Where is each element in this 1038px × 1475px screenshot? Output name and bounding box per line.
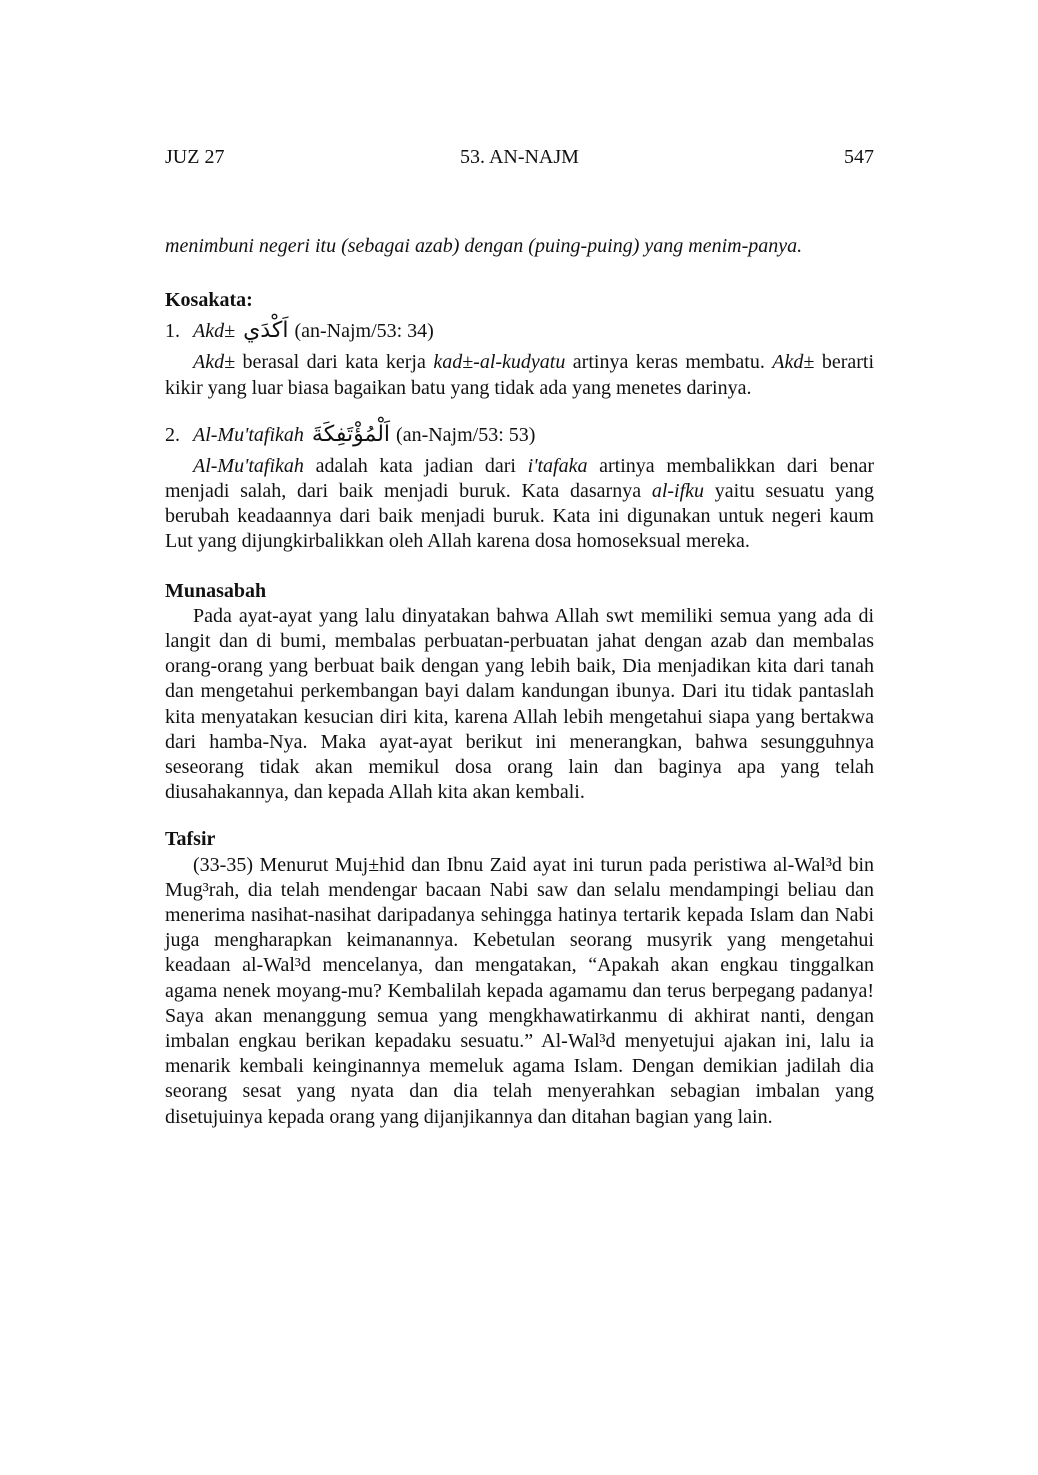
vocab-term: Akd± — [193, 320, 236, 343]
def-term: Akd± — [772, 351, 815, 374]
kosakata-heading: Kosakata: — [165, 289, 253, 312]
tafsir-paragraph: (33-35) Menurut Muj±hid dan Ibnu Zaid ayat ini turun pada peristiwa al-Wal³d bin Mug³rah, dia telah mendengar bacaan Nabi saw dan selalu mendampingi beliau dan menerima nasihat-nasihat daripadanya sehingga hatinya tertarik kepada Islam dan Nabi juga mengharapkan keimanannya. Kebetulan seorang musyrik yang mengetahui keadaan al-Wal³d mencelanya, dan mengatakan, “Apakah akan engkau tinggalkan agama nenek moyang-mu? Kembalilah kepada agamamu dan terus berpegang padanya! Saya akan menanggung semua yang mengkhawatirkanmu di akhirat nanti, dengan imbalan engkau berikan kepadaku sesuatu.” Al-Wal³d menyetujui ajakan ini, lalu ia menarik kembali keinginannya memeluk agama Islam. Dengan demikian jadilah dia seorang sesat yang nyata dan dia telah menyerahkan sebagian imbalan yang disetujuinya kepada orang yang dijanjikannya dan ditahan bagian yang lain. — [165, 853, 874, 1128]
vocab-item-number: 1. — [165, 320, 180, 343]
def-term: Akd± — [193, 351, 236, 374]
vocab-reference: (an-Najm/53: 53) — [396, 423, 536, 446]
vocab-item-2-definition — [165, 454, 874, 555]
vocab-arabic: اَكْدَي — [243, 318, 289, 344]
running-header — [165, 146, 874, 172]
vocab-item-2-heading — [165, 419, 874, 451]
munasabah-section — [165, 579, 874, 806]
vocab-reference: (an-Najm/53: 34) — [294, 320, 434, 343]
def-root: al-ifku — [651, 480, 705, 503]
juz-label: JUZ 27 — [165, 146, 225, 168]
def-text: adalah kata jadian dari — [303, 454, 528, 477]
page-number: 547 — [844, 146, 874, 168]
page-body — [165, 234, 874, 1130]
def-root: i'tafaka — [527, 454, 588, 477]
def-text: berarti kikir yang luar biasa bagaikan batu yang tidak ada yang menetes darinya. — [165, 351, 875, 399]
def-term: Al-Mu'tafikah — [193, 454, 304, 477]
def-text: yaitu sesuatu yang berubah keadaannya dari baik menjadi buruk. Kata ini digunakan untuk negeri kaum Lut yang dijungkirbalikkan oleh Allah karena dosa homoseksual mereka. — [165, 480, 874, 553]
def-text: artinya keras membatu. — [565, 351, 773, 374]
tafsir-section — [165, 827, 874, 1129]
vocab-item-1-heading — [165, 315, 874, 347]
surah-title: 53. AN-NAJM — [460, 146, 579, 168]
def-root: kad±-al-kudyatu — [433, 351, 566, 374]
tafsir-heading: Tafsir — [165, 828, 216, 851]
def-text: berasal dari kata kerja — [235, 351, 434, 374]
vocab-term: Al-Mu'tafikah — [193, 423, 304, 446]
vocab-arabic: اَلْمُؤْتَفِكَةَ — [311, 421, 391, 447]
vocab-item-number: 2. — [165, 423, 180, 446]
kosakata-section — [165, 288, 874, 554]
munasabah-paragraph: Pada ayat-ayat yang lalu dinyatakan bahwa Allah swt memiliki semua yang ada di langit dan di bumi, membalas perbuatan-perbuatan jahat dengan azab dan membalas orang-orang yang berbuat baik dengan yang lebih baik, Dia menjadikan kita dari tanah dan mengetahui perkembangan bayi dalam kandungan ibunya. Dari itu tidak pantaslah kita menyatakan kesucian diri kita, karena Allah lebih mengetahui siapa yang bertakwa dari hamba-Nya. Maka ayat-ayat berikut ini menerangkan, bahwa sesungguhnya seseorang tidak akan memikul dosa orang lain dan baginya apa yang telah diusahakannya, dan kepada Allah kita akan kembali. — [165, 604, 874, 804]
intro-paragraph: menimbuni negeri itu (sebagai azab) dengan (puing-puing) yang menim-panya. — [165, 235, 803, 257]
def-text: artinya membalikkan dari benar menjadi salah, dari baik menjadi buruk. Kata dasarnya — [165, 454, 874, 503]
vocab-item-1-definition — [165, 350, 874, 400]
munasabah-heading: Munasabah — [165, 579, 267, 602]
